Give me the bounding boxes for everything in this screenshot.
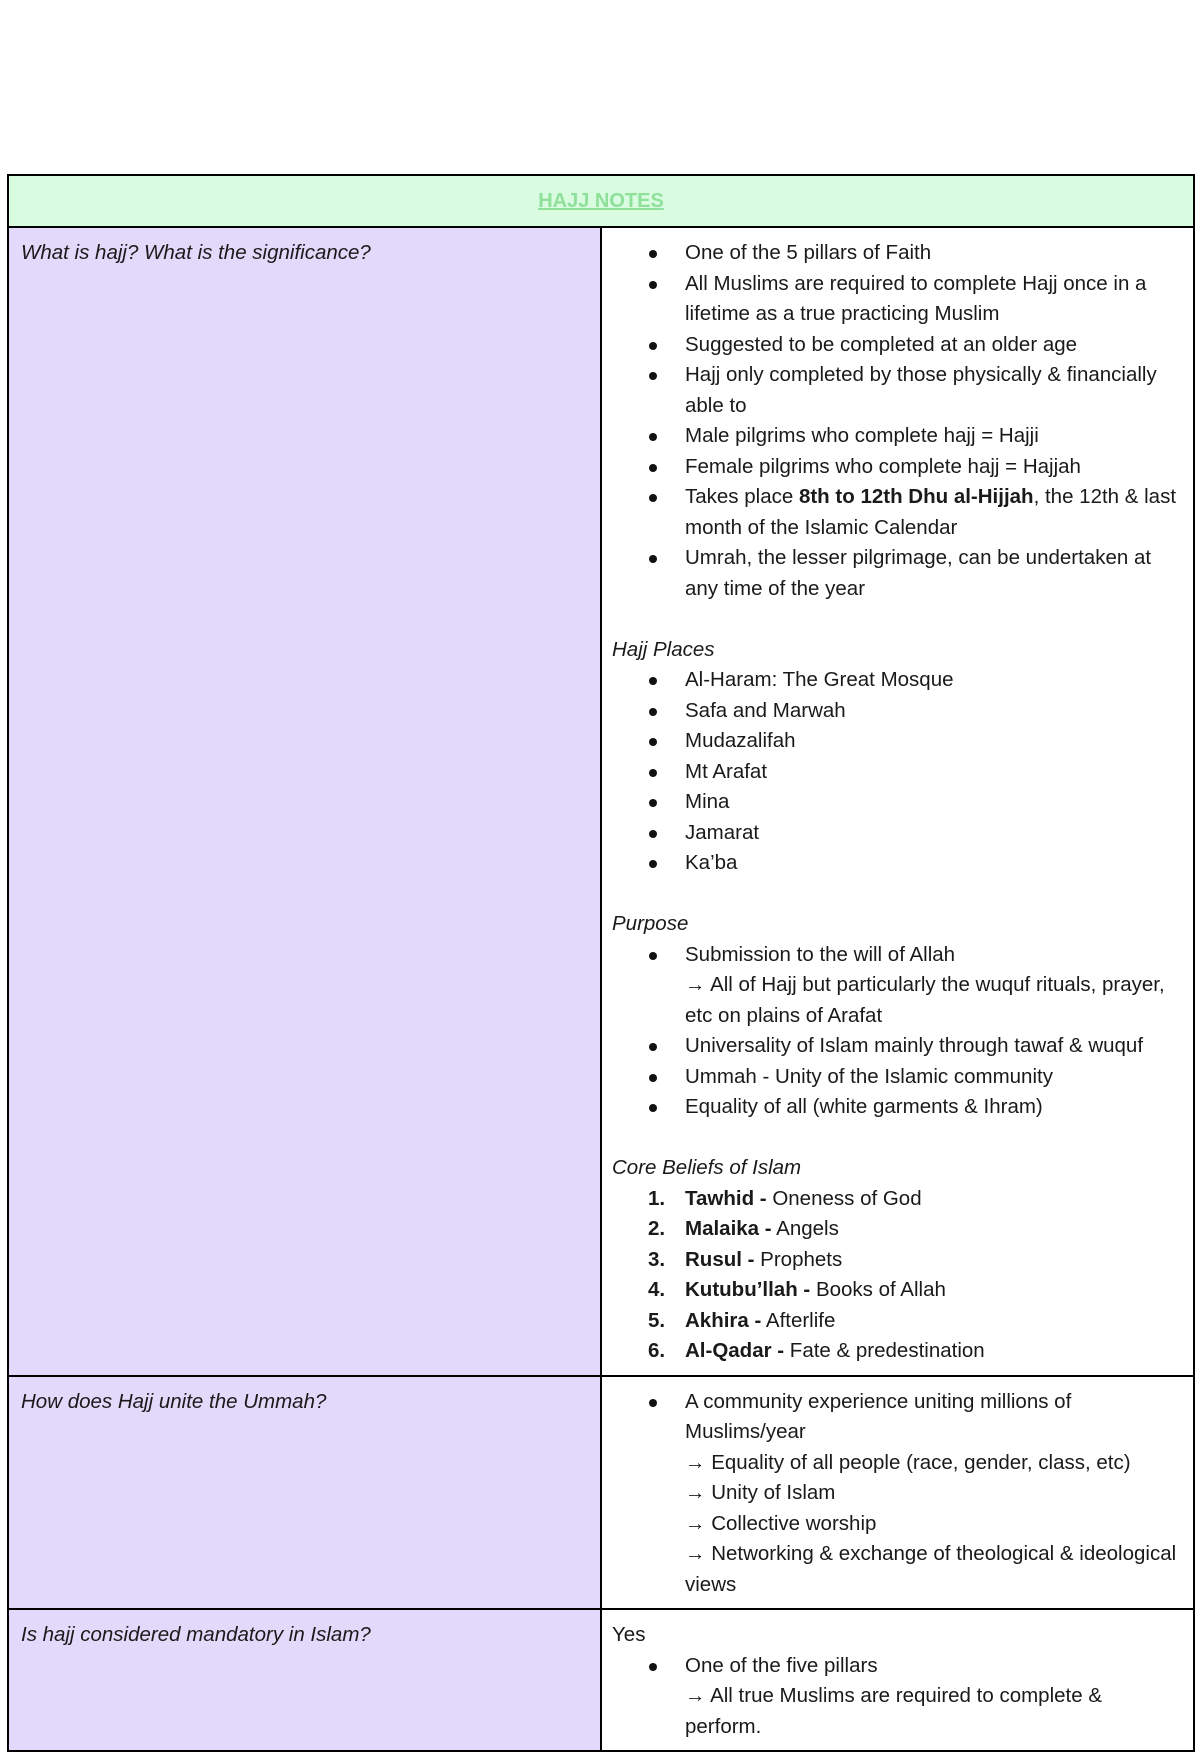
list-item: Jamarat: [685, 818, 1183, 849]
answer-text: Yes: [612, 1623, 646, 1646]
mandatory-list: [612, 1651, 1183, 1743]
list-item: [648, 1184, 1183, 1215]
belief-term: Akhira -: [685, 1308, 762, 1332]
belief-desc: Books of Allah: [810, 1278, 946, 1301]
table-row: [8, 1609, 1194, 1751]
section-heading-purpose: Purpose: [612, 912, 689, 935]
page-title: HAJJ NOTES: [538, 190, 664, 212]
belief-desc: Angels: [771, 1217, 839, 1240]
title-cell: [8, 175, 1194, 227]
list-item: [685, 940, 1183, 1032]
hajj-notes-table: [7, 174, 1195, 1752]
text-segment: Takes place: [685, 485, 799, 508]
sub-point: → Networking & exchange of theological & ideological views: [685, 1542, 1177, 1596]
question-cell: [8, 1609, 601, 1751]
list-item: Female pilgrims who complete hajj = Hajjah: [685, 452, 1183, 483]
sub-point: → Collective worship: [685, 1511, 877, 1535]
list-item: Universality of Islam mainly through tawaf & wuquf: [685, 1031, 1183, 1062]
list-item: [685, 1651, 1183, 1743]
list-item: Umrah, the lesser pilgrimage, can be undertaken at any time of the year: [685, 543, 1183, 604]
belief-desc: Fate & predestination: [784, 1339, 985, 1362]
list-item: One of the 5 pillars of Faith: [685, 238, 1183, 269]
date-range: 8th to 12th Dhu al-Hijjah: [798, 485, 1034, 508]
answer-cell: [601, 1609, 1194, 1751]
list-item: [648, 1336, 1183, 1367]
list-item: [648, 1306, 1183, 1337]
sub-point: → All of Hajj but particularly the wuquf rituals, prayer, etc on plains of Arafat: [685, 973, 1165, 1027]
question-text: How does Hajj unite the Ummah?: [21, 1389, 327, 1413]
belief-desc: Prophets: [754, 1247, 843, 1271]
significance-list: [612, 238, 1183, 604]
list-item: Hajj only completed by those physically & financially able to: [685, 360, 1183, 421]
belief-term: Tawhid -: [685, 1186, 767, 1210]
belief-term: Malaika -: [685, 1217, 772, 1240]
list-number: 4.: [648, 1278, 666, 1301]
purpose-list: [612, 940, 1183, 1123]
answer-cell: [601, 227, 1194, 1376]
question-cell: [8, 227, 601, 1376]
section-heading-beliefs: Core Beliefs of Islam: [612, 1156, 802, 1179]
list-item-text: One of the five pillars: [685, 1653, 878, 1677]
question-text: Is hajj considered mandatory in Islam?: [21, 1623, 371, 1646]
sub-point: → All true Muslims are required to complete & perform.: [685, 1684, 1102, 1738]
unite-list: [612, 1387, 1183, 1601]
table-row: [8, 227, 1194, 1376]
list-number: 3.: [648, 1247, 666, 1271]
list-item: Safa and Marwah: [685, 696, 1183, 727]
list-item-text: Submission to the will of Allah: [685, 942, 956, 966]
answer-cell: [601, 1376, 1194, 1610]
sub-point: → Unity of Islam: [685, 1481, 836, 1504]
belief-desc: Oneness of God: [766, 1186, 922, 1210]
list-item: [648, 1214, 1183, 1245]
places-list: [612, 665, 1183, 879]
question-text: What is hajj? What is the significance?: [21, 241, 371, 264]
list-item: Mina: [685, 787, 1183, 818]
list-item: [648, 1245, 1183, 1276]
list-item: Mudazalifah: [685, 726, 1183, 757]
list-number: 6.: [648, 1339, 666, 1362]
list-item: Male pilgrims who complete hajj = Hajji: [685, 421, 1183, 452]
list-number: 1.: [648, 1186, 666, 1210]
list-item: Mt Arafat: [685, 757, 1183, 788]
list-item: Suggested to be completed at an older age: [685, 330, 1183, 361]
list-item: [685, 1387, 1183, 1601]
section-heading-places: Hajj Places: [612, 637, 715, 661]
belief-desc: Afterlife: [761, 1308, 836, 1332]
list-item: [648, 1275, 1183, 1306]
beliefs-list: [612, 1184, 1183, 1367]
sub-point: → Equality of all people (race, gender, class, etc): [685, 1450, 1131, 1474]
list-item: Al-Haram: The Great Mosque: [685, 665, 1183, 696]
table-row: [8, 1376, 1194, 1610]
title-row: [8, 175, 1194, 227]
list-number: 5.: [648, 1308, 666, 1332]
list-number: 2.: [648, 1217, 666, 1240]
belief-term: Al-Qadar -: [685, 1339, 785, 1362]
text-segment: , the 12th & last month of the Islamic Calendar: [685, 485, 1177, 539]
list-item: Ka’ba: [685, 848, 1183, 879]
list-item: [685, 482, 1183, 543]
list-item: Equality of all (white garments & Ihram): [685, 1092, 1183, 1123]
list-item: All Muslims are required to complete Hajj once in a lifetime as a true practicing Muslim: [685, 269, 1183, 330]
list-item-text: A community experience uniting millions of Muslims/year: [685, 1389, 1072, 1443]
belief-term: Kutubu’llah -: [685, 1278, 811, 1301]
question-cell: [8, 1376, 601, 1610]
belief-term: Rusul -: [685, 1247, 755, 1271]
list-item: Ummah - Unity of the Islamic community: [685, 1062, 1183, 1093]
